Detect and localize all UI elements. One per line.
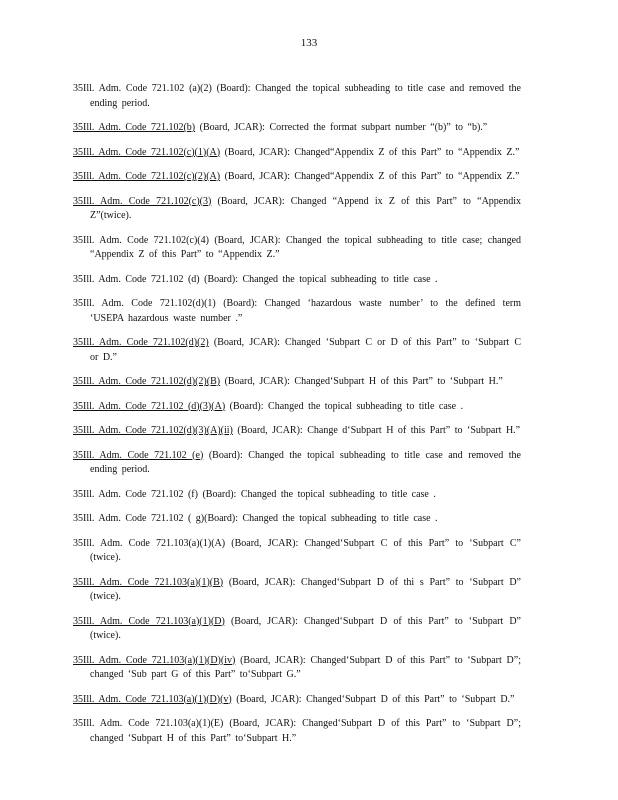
code-citation: 35Ill. Adm. Code 721.102(d)(2)(B)	[73, 376, 221, 387]
code-citation: 35Ill. Adm. Code 721.103(a)(1)(D)(v)	[73, 693, 232, 705]
amendment-entry	[73, 336, 521, 365]
amendment-entry	[73, 717, 521, 746]
code-citation: 35Ill. Adm. Code 721.102(b)	[73, 122, 196, 133]
amendment-entry	[73, 146, 521, 161]
code-citation: 35Ill. Adm. Code 721.102(d)(3)(A)(ii)	[73, 425, 233, 436]
code-citation: 35Ill. Adm. Code 721.103(a)(1)(E)	[73, 718, 224, 729]
change-description: (Board, JCAR): Changed“Appendix Z of this Part” to “Appendix Z.”	[220, 146, 520, 158]
change-description: (Board): Changed the topical subheading to title case .	[225, 400, 464, 412]
code-citation: 35Ill. Adm. Code 721.103(a)(1)(D)	[73, 615, 225, 627]
code-citation: 35Ill. Adm. Code 721.102 (a)(2)	[73, 83, 212, 94]
code-citation: 35Ill. Adm. Code 721.102(c)(3)	[73, 195, 212, 207]
code-citation: 35Ill. Adm. Code 721.102(c)(1)(A)	[73, 146, 221, 158]
amendment-entry	[73, 273, 521, 288]
change-description: (Board): Changed the topical subheading to title case and removed the ending period.	[90, 83, 521, 109]
code-citation: 35Ill. Adm. Code 721.103(a)(1)(B)	[73, 576, 224, 588]
code-citation: 35Ill. Adm. Code 721.102 (d)	[73, 273, 200, 285]
change-description: (Board): Changed ‘hazardous waste number’ to the defined term ‘USEPA hazardous waste number .”	[90, 298, 521, 324]
code-citation: 35Ill. Adm. Code 721.102(c)(4)	[73, 234, 209, 246]
change-description: (Board, JCAR): Changed‘Subpart C of this Part” to ‘Subpart C” (twice).	[90, 537, 521, 563]
amendment-entry	[73, 170, 521, 185]
change-description: (Board, JCAR): Change d‘Subpart H of this Part” to ‘Subpart H.”	[232, 425, 521, 436]
change-description: (Board, JCAR): Changed‘Subpart D of thi s Part” to ‘Subpart D” (twice).	[90, 576, 521, 602]
code-citation: 35Ill. Adm. Code 721.102 (f)	[73, 488, 198, 500]
amendment-entry	[73, 121, 521, 136]
change-description: (Board, JCAR): Changed “Append ix Z of this Part” to “Appendix Z”(twice).	[90, 195, 522, 221]
amendment-entry	[73, 449, 521, 478]
change-description: (Board, JCAR): Corrected the format subpart number “(b)” to “b).”	[195, 122, 488, 133]
code-citation: 35Ill. Adm. Code 721.102(d)(2)	[73, 337, 209, 348]
change-description: (Board, JCAR): Changed“Appendix Z of this Part” to “Appendix Z.”	[220, 171, 520, 182]
amendment-entry	[73, 375, 521, 390]
change-description: (Board, JCAR): Changed the topical subheading to title case; changed “Appendix Z of this Part” to “Appendix Z.”	[90, 234, 522, 260]
amendment-entry	[73, 488, 521, 503]
amendment-entry	[73, 195, 521, 224]
change-description: (Board, JCAR): Changed ‘Subpart C or D of this Part” to ‘Subpart C or D.”	[90, 337, 522, 363]
change-description: (Board, JCAR): Changed‘Subpart D of this Part” to ‘Subpart D”; changed ‘Subpart H of this Part” to‘Subpart H.”	[90, 718, 521, 744]
amendment-entry	[73, 424, 521, 439]
code-citation: 35Ill. Adm. Code 721.102 ( g)	[73, 513, 205, 524]
change-description: (Board, JCAR): Changed‘Subpart D of this Part” to ‘Subpart D” (twice).	[90, 615, 521, 641]
change-description: (Board): Changed the topical subheading to title case and removed the ending period.	[90, 449, 522, 475]
code-citation: 35Ill. Adm. Code 721.102 (d)(3)(A)	[73, 400, 226, 412]
code-citation: 35Ill. Adm. Code 721.103(a)(1)(A)	[73, 537, 226, 549]
change-description: (Board): Changed the topical subheading to title case .	[204, 513, 438, 524]
change-description: (Board): Changed the topical subheading to title case .	[199, 273, 438, 285]
amendment-entry	[73, 512, 521, 527]
change-description: (Board): Changed the topical subheading to title case .	[197, 488, 436, 500]
code-citation: 35Ill. Adm. Code 721.102(d)(1)	[73, 298, 216, 309]
amendment-entry	[73, 82, 521, 111]
amendment-entry	[73, 537, 521, 566]
amendment-entry	[73, 693, 521, 708]
amendment-entry	[73, 654, 521, 683]
code-citation: 35Ill. Adm. Code 721.103(a)(1)(D)(iv)	[73, 654, 236, 666]
page-number: 133	[300, 37, 318, 49]
change-description: (Board, JCAR): Changed‘Subpart D of this Part” to ‘Subpart D”; changed ‘Sub part G of this Part” to‘Subpart G.”	[90, 654, 521, 680]
amendment-entry	[73, 576, 521, 605]
amendment-list	[73, 72, 521, 751]
code-citation: 35Ill. Adm. Code 721.102(c)(2)(A)	[73, 171, 221, 182]
amendment-entry	[73, 234, 521, 263]
amendment-entry	[73, 400, 521, 415]
change-description: (Board, JCAR): Changed‘Subpart D of this Part” to ‘Subpart D.”	[231, 693, 515, 705]
amendment-entry	[73, 615, 521, 644]
change-description: (Board, JCAR): Changed‘Subpart H of this Part” to ‘Subpart H.”	[220, 376, 503, 387]
amendment-entry	[73, 297, 521, 326]
code-citation: 35Ill. Adm. Code 721.102 (e)	[73, 449, 204, 461]
